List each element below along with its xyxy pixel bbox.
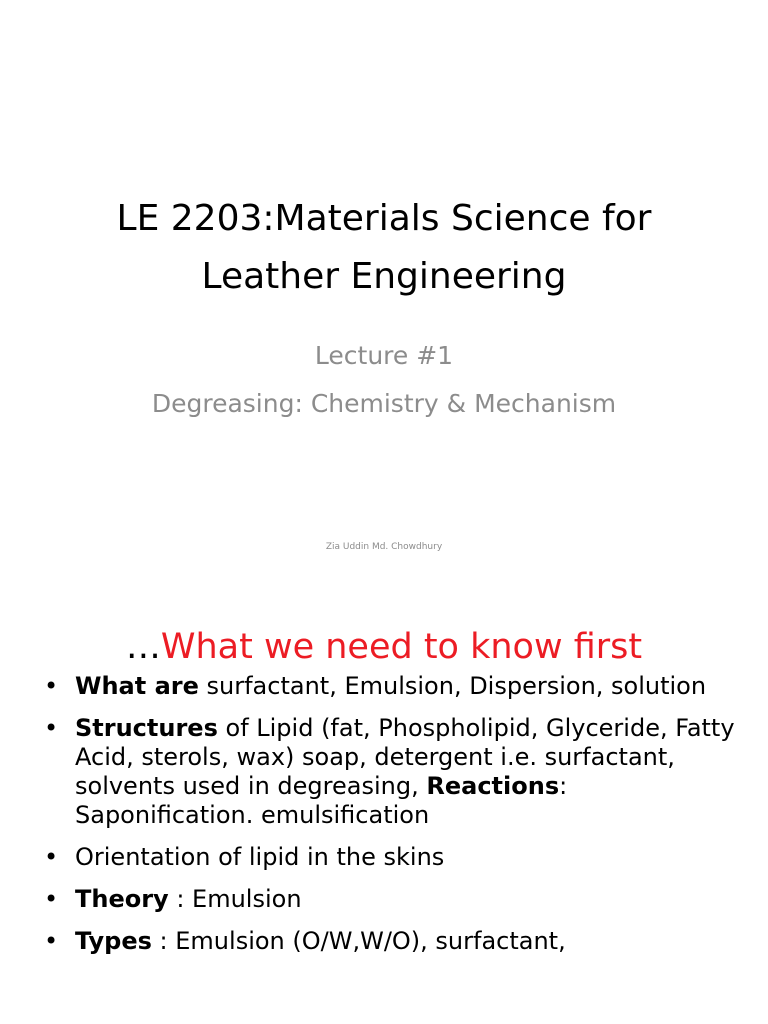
bullet-bold: What are — [75, 672, 199, 700]
slide-title — [40, 190, 728, 306]
bullet-text: Orientation of lipid in the skins — [75, 843, 445, 871]
bullet-bold-2: Reactions — [426, 772, 560, 800]
bullet-item — [44, 927, 744, 956]
content-slide-title — [0, 624, 768, 670]
bullet-text: : Emulsion (O/W,W/O), surfactant, — [151, 927, 566, 955]
bullet-bold: Theory — [75, 885, 169, 913]
bullet-bold: Structures — [75, 714, 218, 742]
bullet-item — [44, 843, 744, 872]
bullet-text: of Lipid (fat, Phospholipid, Glyceride, Fatty Acid, sterols, wax) soap, detergent i.e. surfactant, solvents used in degreasing, — [75, 714, 735, 800]
title-line-2: Leather Engineering — [201, 256, 567, 297]
slide-subtitle — [40, 332, 728, 428]
subtitle-line-1: Lecture #1 — [314, 341, 454, 370]
bullet-list — [44, 672, 744, 969]
bullet-text: : Emulsion — [168, 885, 302, 913]
subtitle-line-2: Degreasing: Chemistry & Mechanism — [151, 389, 617, 418]
bullet-bold: Types — [75, 927, 152, 955]
bullet-item — [44, 672, 744, 701]
title-highlight: What we need to know first — [160, 627, 643, 667]
bullet-text: surfactant, Emulsion, Dispersion, solution — [198, 672, 707, 700]
slide-footer-author: Zia Uddin Md. Chowdhury — [325, 542, 443, 552]
content-slide — [0, 576, 768, 1024]
bullet-text-2: : Saponification. emulsification — [75, 772, 568, 829]
bullet-item — [44, 885, 744, 914]
bullet-item — [44, 714, 744, 830]
title-line-1: LE 2203:Materials Science for — [116, 198, 652, 239]
title-prefix: … — [125, 627, 161, 667]
